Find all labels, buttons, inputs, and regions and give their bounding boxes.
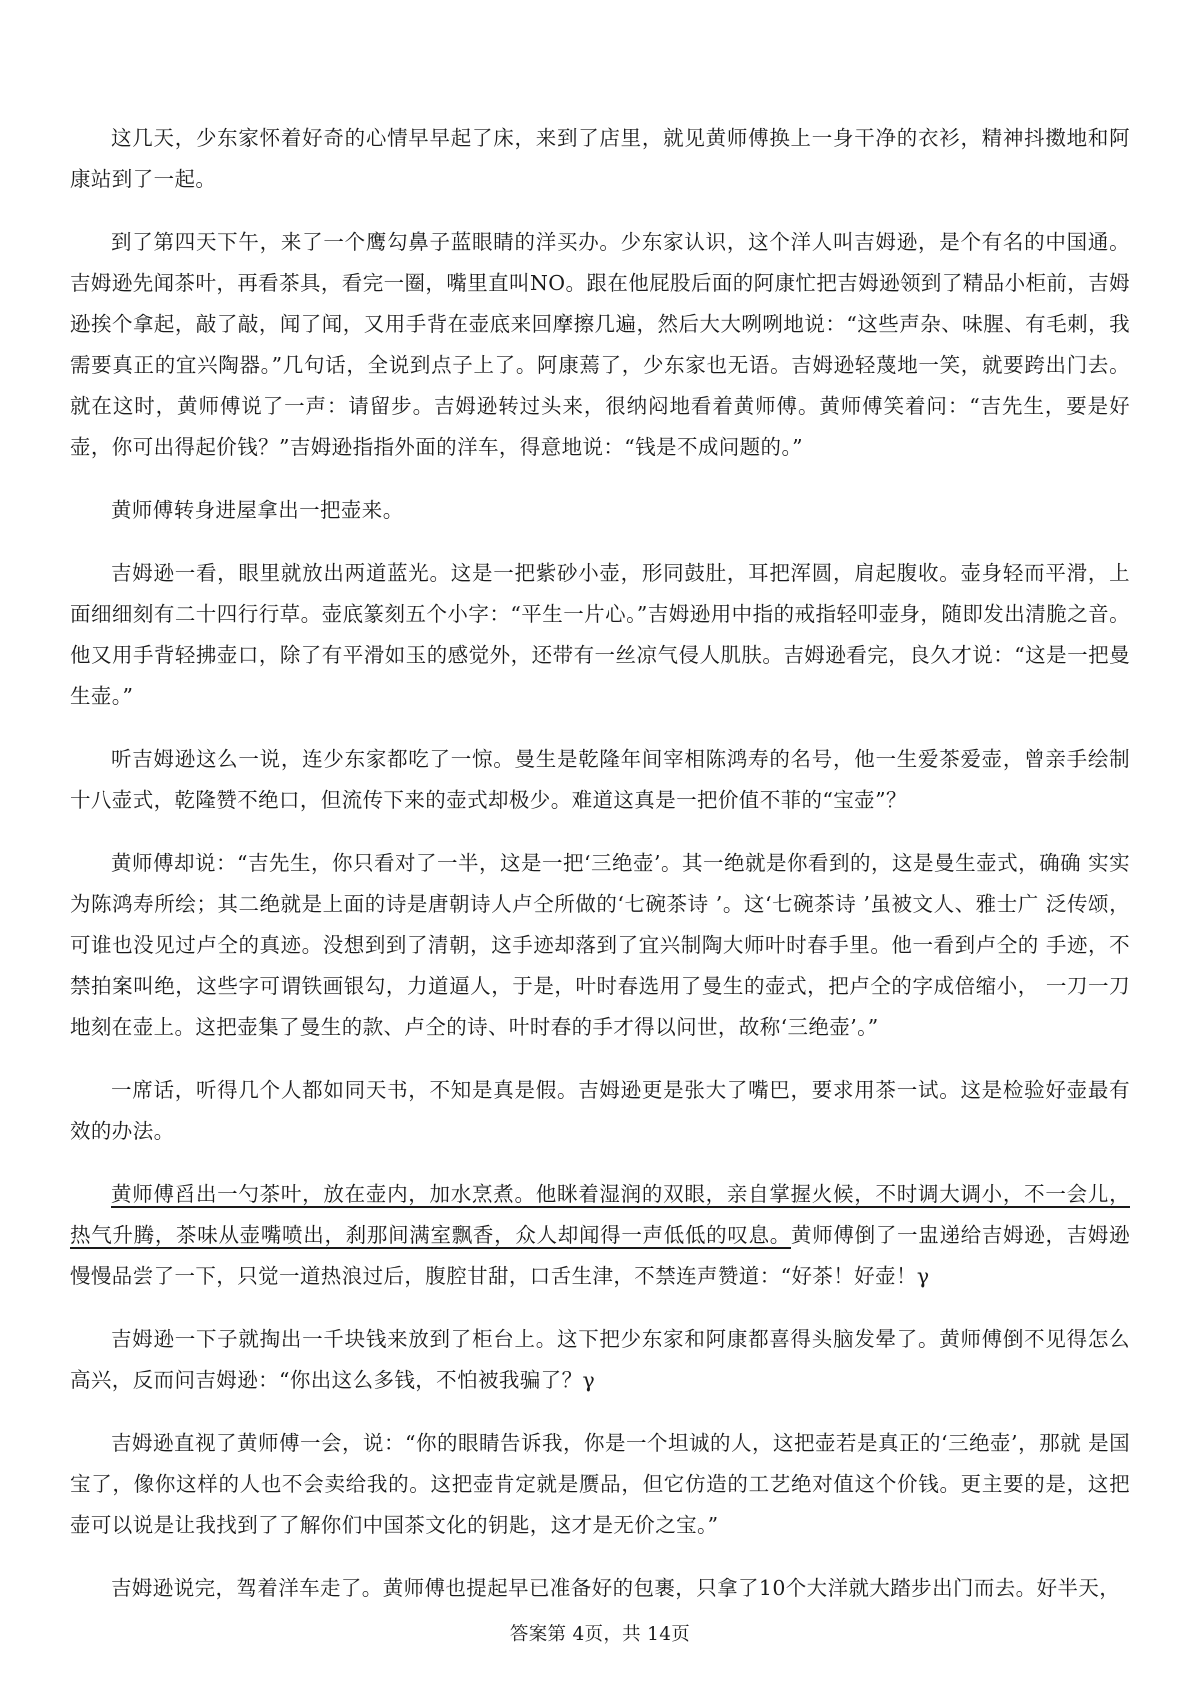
paragraph-1: 这几天，少东家怀着好奇的心情早早起了床，来到了店里，就见黄师傅换上一身干净的衣衫，精神抖擞地和阿康站到了一起。	[70, 126, 1130, 191]
underlined-sentence: 黄师傅舀出一勺茶叶，放在壶内，加水烹煮。他眯着湿润的双眼，亲自掌握火候，不时调大调小，不一会儿，热气升腾，茶味从壶嘴喷出，刹那间满室飘香，众人却闻得一声低低的叹息。	[70, 1182, 1130, 1247]
paragraph-9: 吉姆逊一下子就掏出一千块钱来放到了柜台上。这下把少东家和阿康都喜得头脑发晕了。黄师傅倒不见得怎么高兴，反而问吉姆逊：“你出这么多钱，不怕被我骗了？γ	[70, 1327, 1130, 1392]
paragraph-10: 吉姆逊直视了黄师傅一会，说：“你的眼睛告诉我，你是一个坦诚的人，这把壶若是真正的‘三绝壶’，那就 是国宝了，像你这样的人也不会卖给我的。这把壶肯定就是赝品，但它仿造的工艺绝对值这个价钱。更主要的是，这把壶可以说是让我找到了了解你们中国茶文化的钥匙，这才是无价之宝。”	[70, 1431, 1130, 1537]
paragraph-2: 到了第四天下午，来了一个鹰勾鼻子蓝眼睛的洋买办。少东家认识，这个洋人叫吉姆逊，是个有名的中国通。吉姆逊先闻茶叶，再看茶具，看完一圈，嘴里直叫NO。跟在他屁股后面的阿康忙把吉姆逊领到了精品小柜前，吉姆逊挨个拿起，敲了敲，闻了闻，又用手背在壶底来回摩擦几遍，然后大大咧咧地说：“这些声杂、味腥、有毛刺，我需要真正的宜兴陶器。”几句话，全说到点子上了。阿康蔫了，少东家也无语。吉姆逊轻蔑地一笑，就要跨出门去。就在这时，黄师傅说了一声：请留步。吉姆逊转过头来，很纳闷地看着黄师傅。黄师傅笑着问：“吉先生，要是好壶，你可出得起价钱？”吉姆逊指指外面的洋车，得意地说：“钱是不成问题的。”	[70, 230, 1130, 459]
paragraph-6: 黄师傅却说：“吉先生，你只看对了一半，这是一把‘三绝壶’。其一绝就是你看到的，这是曼生壶式，确确 实实为陈鸿寿所绘；其二绝就是上面的诗是唐朝诗人卢仝所做的‘七碗茶诗 ’。这‘七碗茶诗 ’虽被文人、雅士广 泛传颂，可谁也没见过卢仝的真迹。没想到到了清朝，这手迹却落到了宜兴制陶大师叶时春手里。他一看到卢仝的 手迹，不禁拍案叫绝，这些字可谓铁画银勾，力道逼人，于是，叶时春选用了曼生的壶式，把卢仝的字成倍缩小， 一刀一刀地刻在壶上。这把壶集了曼生的款、卢仝的诗、叶时春的手才得以问世，故称‘三绝壶’。”	[70, 851, 1130, 1039]
paragraph-4: 吉姆逊一看，眼里就放出两道蓝光。这是一把紫砂小壶，形同鼓肚，耳把浑圆，肩起腹收。壶身轻而平滑，上面细细刻有二十四行行草。壶底篆刻五个小字：“平生一片心。”吉姆逊用中指的戒指轻叩壶身，随即发出清脆之音。他又用手背轻拂壶口，除了有平滑如玉的感觉外，还带有一丝凉气侵人肌肤。吉姆逊看完，良久才说：“这是一把曼生壶。”	[70, 561, 1130, 708]
paragraph-11: 吉姆逊说完，驾着洋车走了。黄师傅也提起早已准备好的包裹，只拿了10个大洋就大踏步出门而去。好半天，	[111, 1576, 1121, 1600]
paragraph-8-rest: 黄师傅倒了一盅递给吉姆逊，吉姆逊慢慢品尝了一下，只觉一道热浪过后，腹腔甘甜，口舌生津，不禁连声赞道：“好茶！好壶！γ	[70, 1223, 1130, 1288]
paragraph-3: 黄师傅转身进屋拿出一把壶来。	[111, 498, 404, 522]
paragraph-8	[70, 1174, 1130, 1297]
document-body	[70, 118, 1130, 1631]
paragraph-5: 听吉姆逊这么一说，连少东家都吃了一惊。曼生是乾隆年间宰相陈鸿寿的名号，他一生爱茶爱壶，曾亲手绘制十八壶式，乾隆赞不绝口，但流传下来的壶式却极少。难道这真是一把价值不菲的“宝壶”？	[70, 747, 1130, 812]
paragraph-7: 一席话，听得几个人都如同天书，不知是真是假。吉姆逊更是张大了嘴巴，要求用茶一试。这是检验好壶最有效的办法。	[70, 1078, 1130, 1143]
page-footer: 答案第 4页，共 14页	[509, 1624, 691, 1645]
